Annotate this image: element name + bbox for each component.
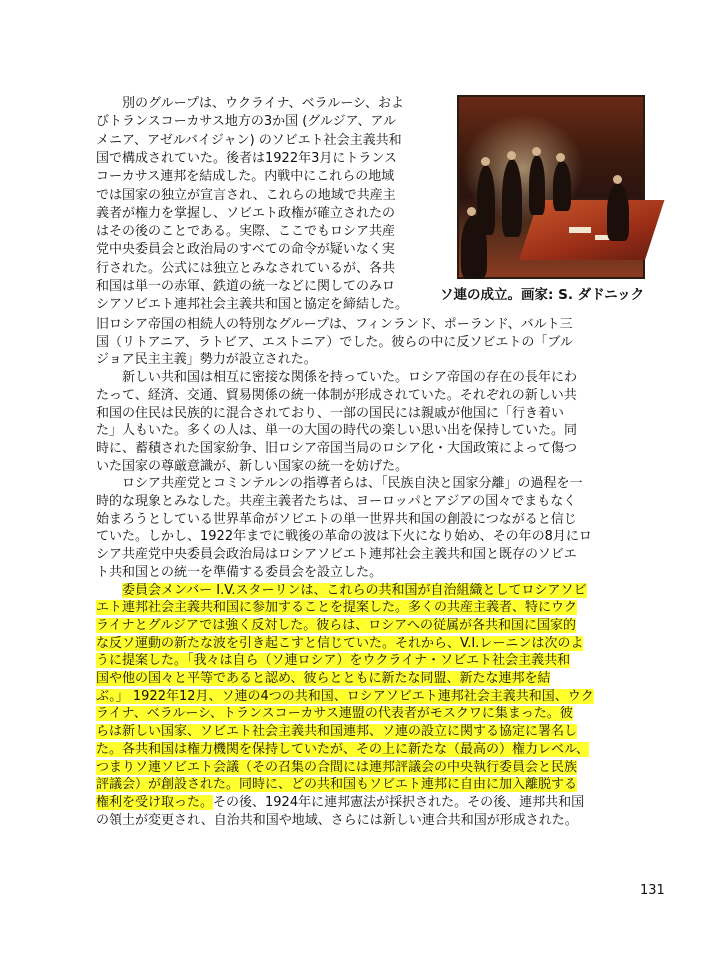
highlighted-text: らは新しい国家、ソビエト社会主義共和国連邦、ソ連の設立に関する協定に署名し bbox=[96, 724, 578, 740]
text-segment: 国（リトアニア、ラトビア、エストニア）でした。彼らの中に反ソビエトの「ブル bbox=[96, 334, 573, 350]
highlighted-text: つまりソ連ソビエト会議（その召集の合間には連邦評議会の中央執行委員会と民族 bbox=[96, 759, 578, 775]
highlighted-text: な反ソ運動の新たな波を引き起こすと信じていた。それから、V.I.レーニンは次のよ bbox=[96, 635, 584, 651]
highlighted-text: 委員会メンバー I.V.スターリンは、これらの共和国が自治組織としてロシアソビ bbox=[122, 582, 587, 598]
text-segment: 和国の住民は民族的に混合されており、一部の国民には親戚が他国に「行き着い bbox=[96, 405, 565, 421]
text-segment: 旧ロシア帝国の相続人の特別なグループは、フィンランド、ポーランド、バルト三 bbox=[96, 317, 573, 332]
text-segment: シア共産党中央委員会政治局はロシアソビエト連邦社会主義共和国と既存のソビエ bbox=[96, 547, 577, 563]
body-line bbox=[96, 741, 589, 759]
body-line bbox=[96, 670, 550, 688]
body-line bbox=[96, 812, 578, 830]
highlighted-text: ライナとグルジアでは強く反対した。彼らは、ロシアへの従属が各共和国に国家的 bbox=[96, 617, 577, 633]
text-segment: たって、経済、交通、貿易関係の統一体制が形成されていた。それぞれの新しい共 bbox=[96, 387, 577, 403]
highlighted-text: ライナ、ベラルーシ、トランスコーカサス連盟の代表者がモスクワに集まった。彼 bbox=[96, 706, 573, 722]
intro-line: シアソビエト連邦社会主義共和国と協定を締結した。 bbox=[96, 297, 409, 313]
highlighted-text: 評議会）が創設された。同時に、どの共和国もソビエト連邦に自由に加入離脱する bbox=[96, 777, 578, 793]
text-segment: その後、1924年に連邦憲法が採択された。その後、連邦共和国 bbox=[213, 794, 585, 810]
text-segment: 新しい共和国は相互に密接な関係を持っていた。ロシア帝国の存在の長年にわ bbox=[96, 370, 578, 386]
body-line bbox=[96, 422, 577, 440]
text-segment: ロシア共産党とコミンテルンの指導者らは、「民族自決と国家分離」の過程を一 bbox=[96, 476, 583, 492]
body-line bbox=[96, 440, 577, 458]
text-segment: 時的な現象とみなした。共産主義者たちは、ヨーロッパとアジアの国々でまもなく bbox=[96, 494, 577, 509]
body-line bbox=[96, 475, 583, 493]
body-line bbox=[96, 511, 577, 529]
body-line bbox=[96, 405, 564, 423]
text-segment: ト共和国との統一を準備する委員会を設立した。 bbox=[96, 564, 383, 580]
body-line bbox=[96, 564, 382, 582]
text-segment: た」人もいた。多くの人は、単一の大国の時代の楽しい思い出を保持していた。同 bbox=[96, 423, 578, 439]
body-line bbox=[96, 387, 577, 405]
highlighted-text: 権利を受け取った。 bbox=[96, 794, 214, 810]
body-line bbox=[96, 759, 577, 777]
body-text bbox=[96, 316, 656, 836]
text-segment: 始まろうとしている世界革命がソビエトの単一世界共和国の創設につながると信じ bbox=[96, 511, 577, 527]
body-line bbox=[96, 635, 583, 653]
body-line bbox=[96, 723, 577, 741]
highlighted-text: うに提案した。「我々は自ら（ソ連ロシア）をウクライナ・ソビエト社会主義共和 bbox=[96, 653, 571, 669]
body-line bbox=[96, 776, 577, 794]
text-segment bbox=[96, 583, 122, 598]
page-number: 131 bbox=[640, 883, 665, 898]
body-line bbox=[96, 652, 570, 670]
text-segment: の領土が変更され、自治共和国や地域、さらには新しい連合共和国が形成された。 bbox=[96, 812, 578, 828]
body-line bbox=[96, 546, 577, 564]
body-line bbox=[96, 351, 317, 369]
body-line bbox=[96, 794, 584, 812]
body-line bbox=[96, 688, 594, 706]
body-line bbox=[96, 705, 573, 723]
text-segment: いた国家の尊厳意識が、新しい国家の統一を妨げた。 bbox=[96, 458, 409, 474]
figure-caption: ソ連の成立。画家: S. ダドニック bbox=[440, 287, 645, 303]
body-line bbox=[96, 528, 592, 546]
body-line bbox=[96, 369, 577, 387]
body-line bbox=[96, 493, 576, 511]
intro-line: 国で構成されていた。後者は1922年3月にトランス bbox=[96, 150, 397, 166]
highlighted-text: 国や他の国々と平等であると認め、彼らとともに新たな同盟、新たな連邦を結 bbox=[96, 671, 551, 686]
body-line bbox=[96, 334, 573, 352]
highlighted-text: エト連邦社会主義共和国に参加することを提案した。多くの共産主義者、特にウク bbox=[96, 600, 578, 616]
intro-line: 行された。公式には独立とみなされているが、各共 bbox=[96, 260, 396, 276]
intro-line: はその後のことである。実際、ここでもロシア共産 bbox=[96, 224, 396, 240]
intro-line: 義者が権力を掌握し、ソビエト政権が確立されたの bbox=[96, 205, 396, 221]
body-line bbox=[96, 599, 577, 617]
intro-line: 別のグループは、ウクライナ、ベラルーシ、およ bbox=[96, 96, 404, 111]
intro-line: では国家の独立が宣言され、これらの地域で共産主 bbox=[96, 187, 396, 203]
intro-line: びトランスコーカサス地方の3か国 (グルジア、アル bbox=[96, 114, 397, 130]
body-line bbox=[96, 582, 587, 600]
intro-line: 和国は単一の赤軍、鉄道の統一などに関してのみロ bbox=[96, 279, 396, 294]
body-line bbox=[96, 617, 576, 635]
intro-paragraph bbox=[96, 95, 456, 315]
text-segment: ジョア民主主義」勢力が設立された。 bbox=[96, 352, 317, 368]
painting-image bbox=[457, 95, 645, 279]
intro-line: メニア、アゼルバイジャン) のソビエト社会主義共和 bbox=[96, 132, 402, 148]
text-segment: ていた。しかし、1922年までに戦後の革命の波は下火になり始め、その年の8月にロ bbox=[96, 529, 592, 545]
intro-line: 党中央委員会と政治局のすべての命令が疑いなく実 bbox=[96, 242, 395, 258]
body-line bbox=[96, 458, 408, 476]
body-line bbox=[96, 316, 573, 334]
highlighted-text: た。各共和国は権力機関を保持していたが、その上に新たな（最高の）権力レベル、 bbox=[96, 741, 589, 757]
text-segment: 時に、蓄積された国家紛争、旧ロシア帝国当局のロシア化・大国政策によって傷つ bbox=[96, 440, 578, 456]
highlighted-text: ぶ。」 1922年12月、ソ連の4つの共和国、ロシアソビエト連邦社会主義共和国、ウク bbox=[96, 688, 594, 704]
intro-line: コーカサス連邦を結成した。内戦中にこれらの地域 bbox=[96, 169, 395, 185]
